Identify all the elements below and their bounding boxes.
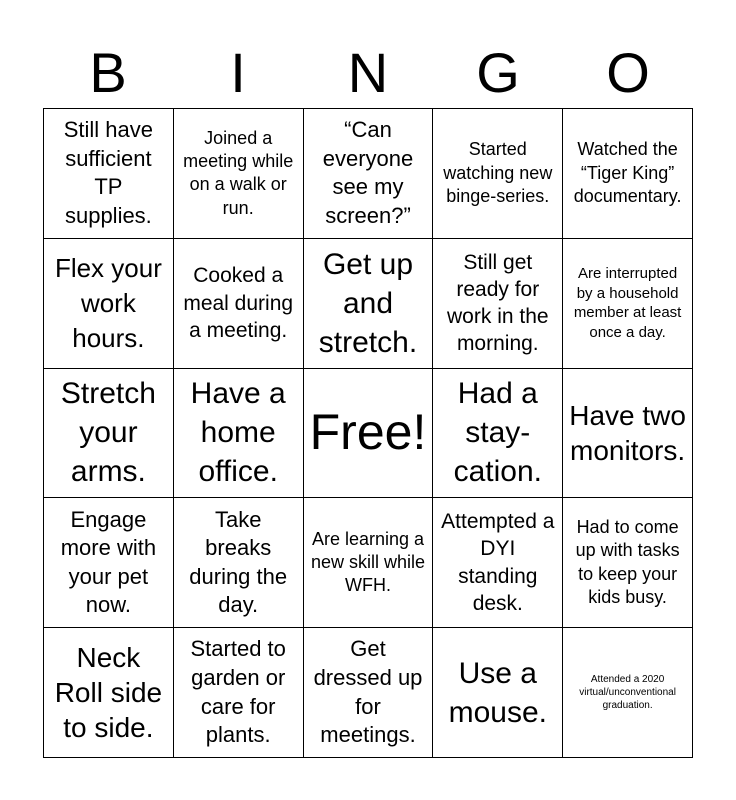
bingo-cell-r4-c4[interactable]: Attempted a DYI standing desk. bbox=[433, 498, 563, 628]
bingo-cell-r3-c4[interactable]: Had a stay-cation. bbox=[433, 369, 563, 499]
bingo-cell-r4-c3[interactable]: Are learning a new skill while WFH. bbox=[304, 498, 434, 628]
bingo-header bbox=[43, 38, 693, 108]
bingo-cell-r1-c1[interactable]: Still have sufficient TP supplies. bbox=[44, 109, 174, 239]
header-letter-o: O bbox=[606, 41, 650, 104]
bingo-cell-r3-c5[interactable]: Have two monitors. bbox=[563, 369, 693, 499]
bingo-cell-r4-c5[interactable]: Had to come up with tasks to keep your kids busy. bbox=[563, 498, 693, 628]
bingo-cell-r5-c3[interactable]: Get dressed up for meetings. bbox=[304, 628, 434, 758]
bingo-cell-r5-c1[interactable]: Neck Roll side to side. bbox=[44, 628, 174, 758]
bingo-cell-r4-c2[interactable]: Take breaks during the day. bbox=[174, 498, 304, 628]
bingo-cell-r1-c3[interactable]: “Can everyone see my screen?” bbox=[304, 109, 434, 239]
bingo-cell-r2-c3[interactable]: Get up and stretch. bbox=[304, 239, 434, 369]
bingo-board bbox=[43, 108, 693, 758]
bingo-cell-r2-c5[interactable]: Are interrupted by a household member at least once a day. bbox=[563, 239, 693, 369]
bingo-cell-r5-c5[interactable]: Attended a 2020 virtual/unconventional graduation. bbox=[563, 628, 693, 758]
bingo-cell-r4-c1[interactable]: Engage more with your pet now. bbox=[44, 498, 174, 628]
bingo-cell-r2-c1[interactable]: Flex your work hours. bbox=[44, 239, 174, 369]
bingo-cell-r3-c2[interactable]: Have a home office. bbox=[174, 369, 304, 499]
header-letter-i: I bbox=[230, 41, 246, 104]
bingo-cell-r2-c2[interactable]: Cooked a meal during a meeting. bbox=[174, 239, 304, 369]
header-letter-b: B bbox=[89, 41, 127, 104]
bingo-cell-r1-c5[interactable]: Watched the “Tiger King” documentary. bbox=[563, 109, 693, 239]
bingo-cell-r5-c4[interactable]: Use a mouse. bbox=[433, 628, 563, 758]
free-space-cell[interactable]: Free! bbox=[304, 369, 434, 499]
bingo-cell-r1-c4[interactable]: Started watching new binge-series. bbox=[433, 109, 563, 239]
bingo-cell-r3-c1[interactable]: Stretch your arms. bbox=[44, 369, 174, 499]
header-letter-g: G bbox=[476, 41, 520, 104]
header-letter-n: N bbox=[347, 41, 389, 104]
bingo-cell-r5-c2[interactable]: Started to garden or care for plants. bbox=[174, 628, 304, 758]
bingo-cell-r2-c4[interactable]: Still get ready for work in the morning. bbox=[433, 239, 563, 369]
bingo-cell-r1-c2[interactable]: Joined a meeting while on a walk or run. bbox=[174, 109, 304, 239]
